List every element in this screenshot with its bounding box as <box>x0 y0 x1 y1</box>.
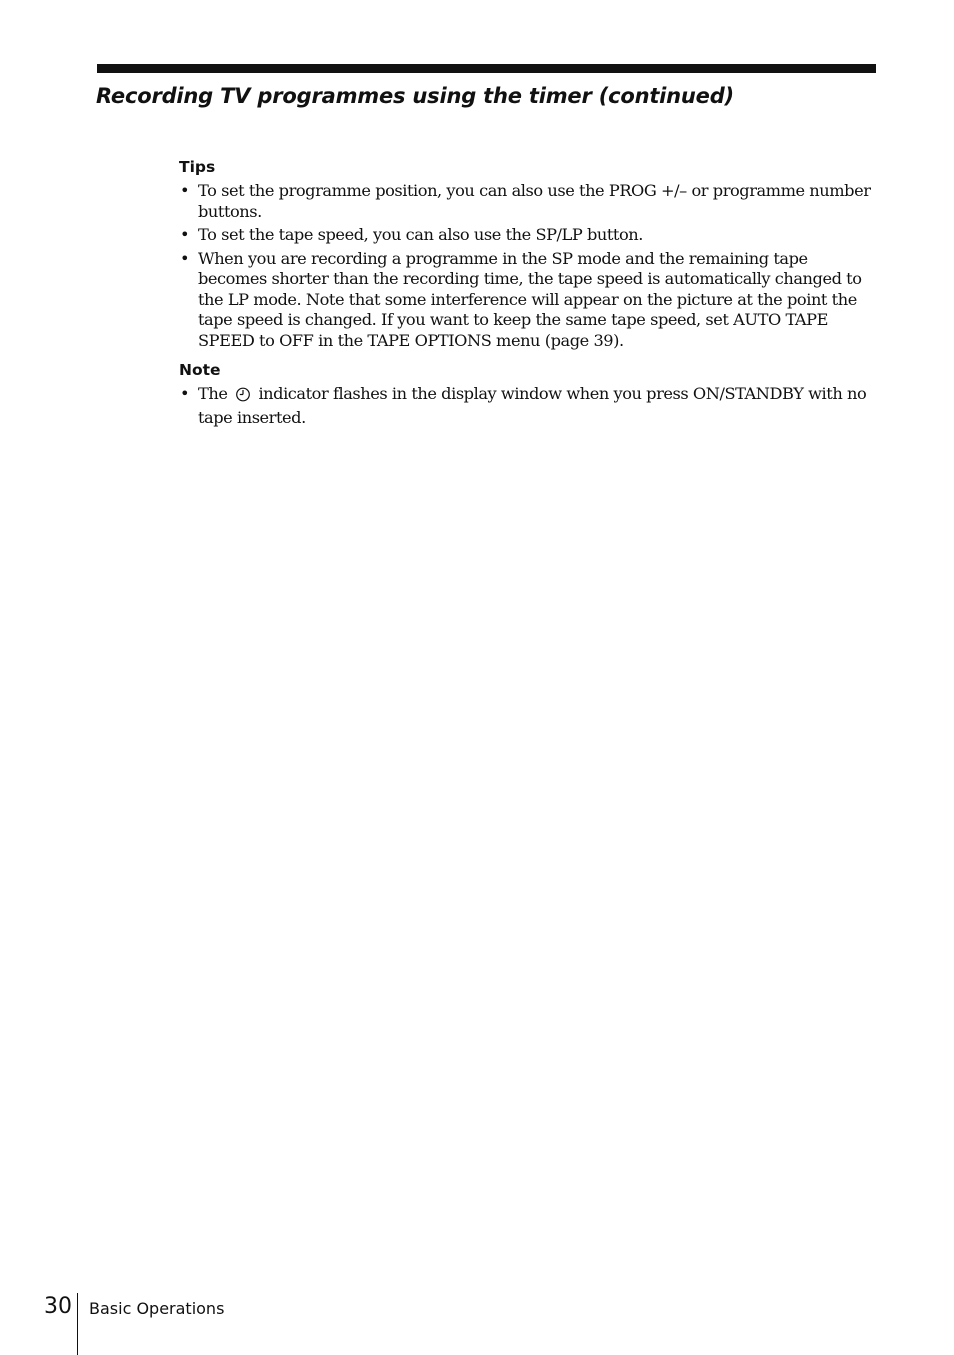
tip-text: To set the programme position, you can also use the PROG +/– or programme number buttons. <box>198 181 871 221</box>
tip-text: To set the tape speed, you can also use the SP/LP button. <box>198 225 643 244</box>
tips-list <box>179 181 879 351</box>
note-text-before-icon: The <box>198 384 228 403</box>
tip-text: When you are recording a programme in the SP mode and the remaining tape becomes shorter than the recording time, the tape speed is automatically changed to the LP mode. Note that some interference will appear on the picture at the point the tape speed is changed. If you want to keep the same tape speed, set AUTO TAPE SPEED to OFF in the TAPE OPTIONS menu (page 39). <box>198 248 862 350</box>
tips-section <box>179 157 879 354</box>
note-text-after-icon: indicator flashes in the display window when you press ON/STANDBY with no tape inserted. <box>198 384 867 427</box>
note-list <box>179 384 879 428</box>
page-title: Recording TV programmes using the timer (continued) <box>96 84 734 108</box>
footer-section-label: Basic Operations <box>89 1299 225 1318</box>
top-rule <box>97 64 876 73</box>
note-section <box>179 360 879 431</box>
bullet-icon: • <box>180 384 190 403</box>
timer-clock-icon <box>235 386 251 408</box>
list-item <box>179 181 879 222</box>
footer-divider <box>77 1293 78 1355</box>
list-item <box>179 249 879 352</box>
tips-heading: Tips <box>179 158 216 176</box>
list-item <box>179 225 879 246</box>
note-heading: Note <box>179 361 221 379</box>
bullet-icon: • <box>180 248 190 268</box>
page-number: 30 <box>44 1294 72 1319</box>
list-item <box>179 384 879 428</box>
bullet-icon: • <box>180 181 190 200</box>
bullet-icon: • <box>180 225 190 244</box>
